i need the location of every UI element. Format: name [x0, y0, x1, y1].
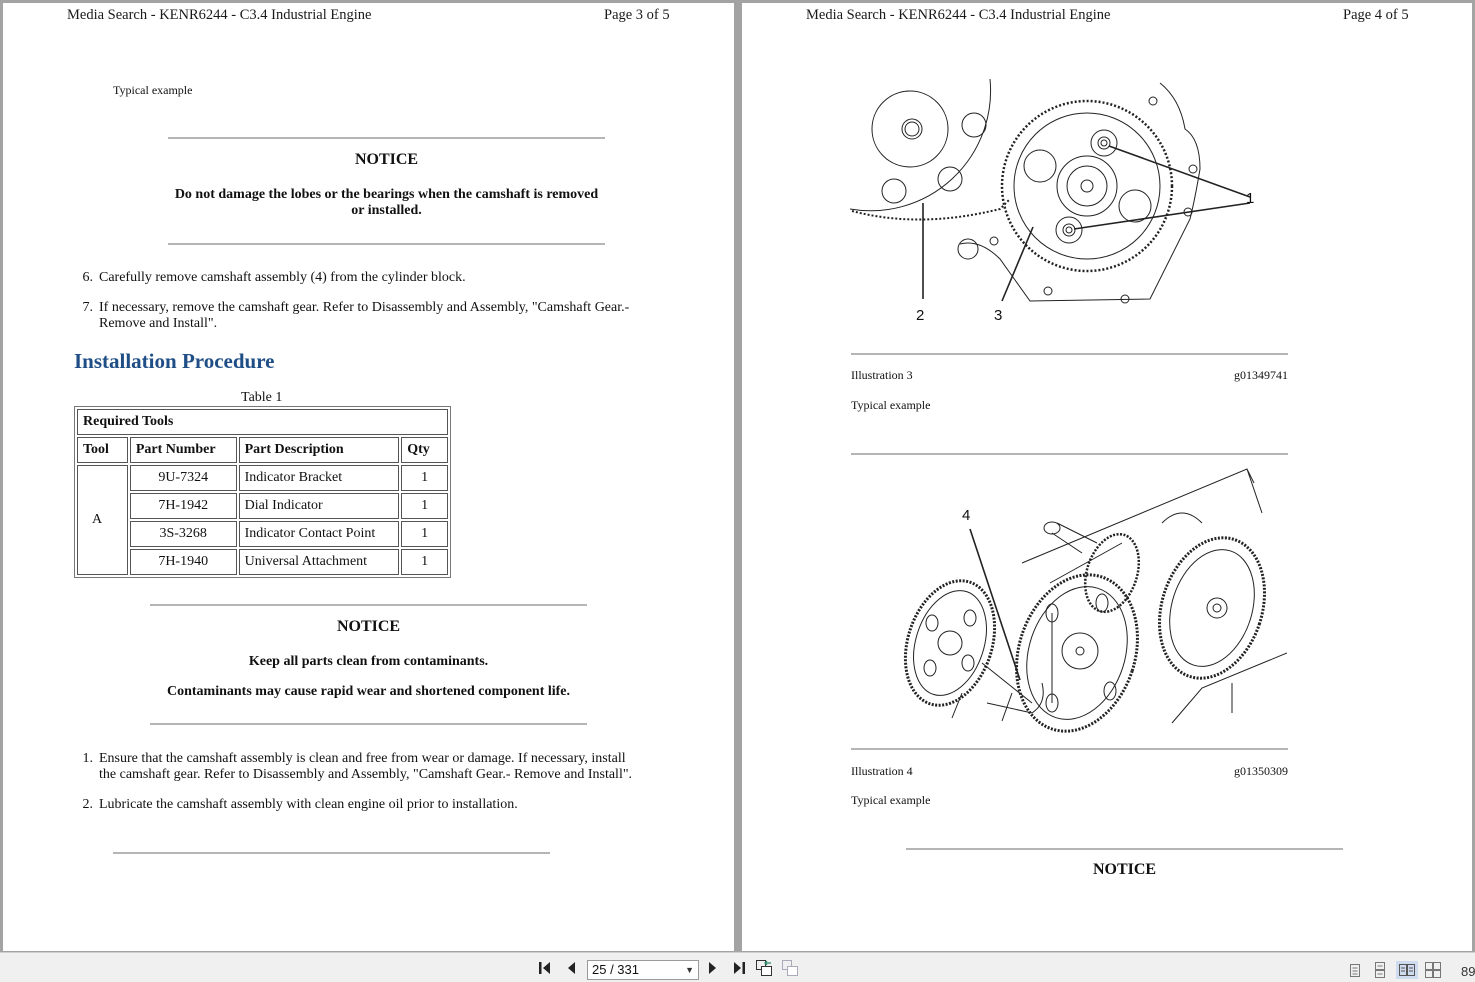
- dropdown-arrow-icon: ▼: [685, 965, 694, 975]
- next-page-icon: [707, 961, 719, 975]
- single-page-icon: [1349, 963, 1361, 978]
- callout-3: 3: [994, 307, 1003, 324]
- illustration-rule: [851, 353, 1288, 355]
- illustration-rule: [851, 453, 1288, 455]
- illustration-4-id: g01350309: [1234, 764, 1288, 778]
- notice-text-1: Keep all parts clean from contaminants.: [248, 654, 489, 669]
- running-header-page: Page 4 of 5: [1343, 7, 1409, 23]
- last-page-icon: [730, 961, 746, 975]
- table-title: Required Tools: [77, 409, 448, 435]
- continuous-view-button[interactable]: [1369, 961, 1391, 979]
- next-view-button[interactable]: [781, 959, 799, 977]
- illustration-3-caption: Typical example: [851, 398, 931, 412]
- single-page-view-button[interactable]: [1344, 961, 1366, 979]
- running-header-page: Page 3 of 5: [604, 7, 670, 23]
- facing-pages-icon: [1399, 963, 1415, 977]
- notice-rule-bottom: [168, 243, 605, 245]
- notice-title: NOTICE: [336, 618, 401, 635]
- callout-4: 4: [962, 507, 971, 524]
- install-step-1: 1. Ensure that the camshaft assembly is clean and free from wear or damage. If necessary, install the camshaft gear. Refer to Disassembly and Assembly, "Camshaft Gear.- Remove and Install".: [82, 751, 633, 782]
- last-page-button[interactable]: [729, 959, 747, 977]
- table-row: 7H-1940 Universal Attachment 1: [77, 549, 448, 575]
- continuous-page-icon: [1374, 962, 1386, 978]
- col-header-tool: Tool: [77, 437, 128, 463]
- illustration-3-label: Illustration 3: [851, 368, 913, 382]
- col-header-qty: Qty: [401, 437, 448, 463]
- previous-page-button[interactable]: [562, 959, 580, 977]
- callout-2: 2: [916, 307, 925, 324]
- first-page-button[interactable]: [537, 959, 555, 977]
- notice-title: NOTICE: [1092, 861, 1157, 878]
- illustration-rule: [851, 748, 1288, 750]
- page-number-selector[interactable]: 25 / 331 ▼: [587, 960, 699, 980]
- next-view-icon: [781, 959, 799, 977]
- notice-rule-top: [150, 604, 587, 606]
- illustration-3-id: g01349741: [1234, 368, 1288, 382]
- table-caption: Table 1: [241, 390, 283, 405]
- col-header-part-number: Part Number: [130, 437, 237, 463]
- step-7: 7. If necessary, remove the camshaft gear. Refer to Disassembly and Assembly, "Camshaft Gear.- Remove and Install".: [82, 300, 630, 331]
- next-page-button[interactable]: [704, 959, 722, 977]
- tool-cell: A: [77, 465, 128, 575]
- first-page-icon: [538, 961, 554, 975]
- previous-view-button[interactable]: [755, 959, 773, 977]
- facing-view-button[interactable]: [1396, 961, 1418, 979]
- illustration-caption: Typical example: [113, 83, 193, 97]
- required-tools-table: [74, 406, 451, 578]
- section-heading: Installation Procedure: [74, 349, 275, 373]
- notice-text-2: Contaminants may cause rapid wear and shortened component life.: [166, 684, 571, 699]
- previous-page-icon: [565, 961, 577, 975]
- navigation-toolbar: [0, 952, 1475, 982]
- illustration-3-gear-diagram: [850, 69, 1270, 329]
- illustration-4-camshaft-diagram: [902, 463, 1287, 743]
- notice-title: NOTICE: [354, 151, 419, 168]
- continuous-facing-view-button[interactable]: [1422, 961, 1444, 979]
- illustration-4-caption: Typical example: [851, 793, 931, 807]
- table-row: A 9U-7324 Indicator Bracket 1: [77, 465, 448, 491]
- page-4: [742, 3, 1472, 951]
- table-row: 3S-3268 Indicator Contact Point 1: [77, 521, 448, 547]
- notice-rule-top: [168, 137, 605, 139]
- running-header-title: Media Search - KENR6244 - C3.4 Industrial Engine: [806, 7, 1111, 23]
- step-6: 6. Carefully remove camshaft assembly (4) from the cylinder block.: [82, 270, 466, 285]
- continuous-facing-icon: [1425, 962, 1441, 978]
- callout-1: 1: [1246, 190, 1255, 207]
- install-step-2: 2. Lubricate the camshaft assembly with clean engine oil prior to installation.: [82, 797, 518, 812]
- notice-rule-top: [906, 848, 1343, 850]
- notice-text: Do not damage the lobes or the bearings when the camshaft is removed or installed.: [174, 187, 599, 218]
- col-header-part-description: Part Description: [239, 437, 400, 463]
- notice-rule-bottom: [150, 723, 587, 725]
- table-row: 7H-1942 Dial Indicator 1: [77, 493, 448, 519]
- page-3: [3, 3, 734, 951]
- illustration-4-label: Illustration 4: [851, 764, 913, 778]
- section-rule: [113, 852, 550, 854]
- zoom-level[interactable]: 89: [1461, 964, 1475, 979]
- running-header-title: Media Search - KENR6244 - C3.4 Industrial Engine: [67, 7, 372, 23]
- previous-view-icon: [755, 959, 773, 977]
